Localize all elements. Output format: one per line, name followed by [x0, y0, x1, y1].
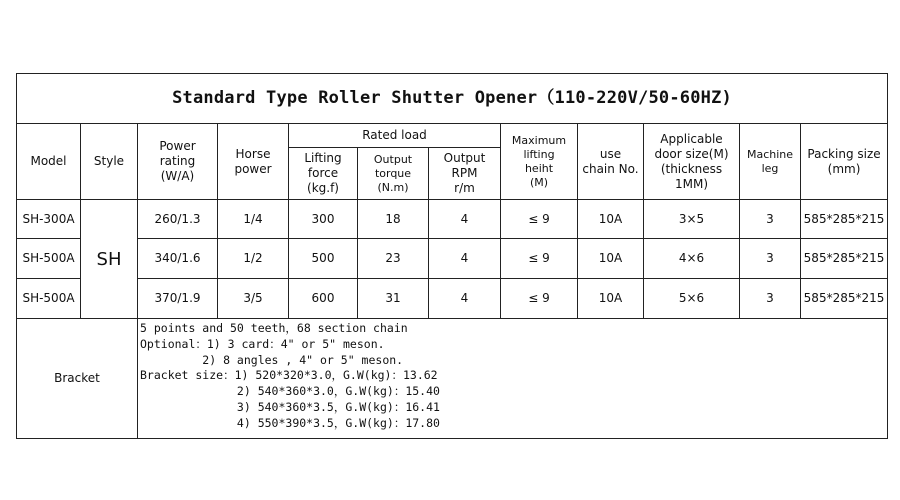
- cell-lift: 500: [289, 239, 358, 279]
- cell-chain: 10A: [578, 279, 644, 319]
- cell-height: ≤ 9: [501, 200, 578, 239]
- cell-leg: 3: [740, 200, 801, 239]
- header-packing-size-line1: Packing size: [807, 146, 881, 161]
- cell-packing: 585*285*215: [801, 239, 888, 279]
- header-output-torque-line1: Output torque: [373, 152, 413, 180]
- cell-packing: 585*285*215: [801, 200, 888, 239]
- header-max-lifting-line4: (M): [529, 175, 549, 189]
- cell-door: 3×5: [644, 200, 740, 239]
- cell-height: ≤ 9: [501, 239, 578, 279]
- bracket-note-line: Bracket size：1) 520*320*3.0，G.W(kg)：13.62: [140, 368, 438, 383]
- bracket-note-line: 3) 540*360*3.5，G.W(kg)：16.41: [140, 399, 440, 414]
- table-row: [17, 239, 888, 279]
- header-output-rpm-line1: Output RPM: [443, 151, 486, 180]
- header-door-size-line2: door size(M): [654, 146, 729, 161]
- header-use-chain-line1: use: [599, 146, 622, 161]
- header-packing-size-line2: (mm): [827, 161, 861, 176]
- cell-hp: 1/4: [218, 200, 289, 239]
- cell-door: 4×6: [644, 239, 740, 279]
- header-output-rpm: [429, 148, 501, 200]
- table-row: [17, 200, 888, 239]
- header-door-size-line3: (thickness 1MM): [660, 161, 723, 191]
- header-model: Model: [17, 124, 81, 200]
- header-door-size: [644, 124, 740, 200]
- cell-door: 5×6: [644, 279, 740, 319]
- cell-torque: 18: [358, 200, 429, 239]
- cell-model: SH-500A: [17, 239, 81, 279]
- cell-rpm: 4: [429, 200, 501, 239]
- bracket-notes: [138, 319, 888, 439]
- cell-power: 370/1.9: [138, 279, 218, 319]
- spec-table: [16, 73, 888, 439]
- page-title: Standard Type Roller Shutter Opener（110-220V/50-60HZ): [17, 74, 888, 124]
- cell-chain: 10A: [578, 200, 644, 239]
- cell-model: SH-300A: [17, 200, 81, 239]
- header-power-rating: [138, 124, 218, 200]
- cell-chain: 10A: [578, 239, 644, 279]
- cell-rpm: 4: [429, 239, 501, 279]
- header-power-rating-line1: Power rating: [159, 139, 196, 168]
- cell-leg: 3: [740, 239, 801, 279]
- header-lifting-force-line1: Lifting force: [304, 151, 342, 180]
- header-machine-leg: Machine leg: [740, 124, 801, 200]
- bracket-note-line: 4) 550*390*3.5，G.W(kg)：17.80: [140, 415, 440, 430]
- cell-power: 260/1.3: [138, 200, 218, 239]
- cell-height: ≤ 9: [501, 279, 578, 319]
- spec-sheet: [16, 73, 887, 439]
- cell-style: SH: [81, 200, 138, 319]
- header-max-lifting: [501, 124, 578, 200]
- cell-packing: 585*285*215: [801, 279, 888, 319]
- bracket-label: Bracket: [17, 319, 138, 439]
- cell-torque: 23: [358, 239, 429, 279]
- header-output-rpm-line2: r/m: [454, 181, 475, 195]
- bracket-note-line: 5 points and 50 teeth，68 section chain: [140, 321, 408, 335]
- header-packing-size: [801, 124, 888, 200]
- header-power-rating-line2: (W/A): [160, 169, 195, 183]
- header-lifting-force-line2: (kg.f): [307, 181, 339, 195]
- cell-power: 340/1.6: [138, 239, 218, 279]
- header-style: Style: [81, 124, 138, 200]
- header-max-lifting-line1: Maximum: [511, 133, 567, 147]
- cell-hp: 3/5: [218, 279, 289, 319]
- header-output-torque-line2: (N.m): [377, 180, 409, 194]
- cell-leg: 3: [740, 279, 801, 319]
- cell-hp: 1/2: [218, 239, 289, 279]
- bracket-row: [17, 319, 888, 439]
- cell-lift: 600: [289, 279, 358, 319]
- bracket-note-line: 2) 8 angles , 4" or 5" meson.: [140, 352, 404, 367]
- header-output-torque: [358, 148, 429, 200]
- header-lifting-force: [289, 148, 358, 200]
- bracket-note-line: Optional：1) 3 card：4" or 5" meson.: [140, 336, 385, 351]
- header-max-lifting-line3: heiht: [524, 161, 554, 175]
- cell-model: SH-500A: [17, 279, 81, 319]
- header-use-chain: [578, 124, 644, 200]
- cell-torque: 31: [358, 279, 429, 319]
- table-row: [17, 279, 888, 319]
- header-max-lifting-line2: lifting: [523, 147, 555, 161]
- header-door-size-line1: Applicable: [660, 131, 723, 146]
- header-rated-load: Rated load: [289, 124, 501, 148]
- cell-rpm: 4: [429, 279, 501, 319]
- header-use-chain-line2: chain No.: [582, 161, 639, 176]
- header-horse-power: Horse power: [218, 124, 289, 200]
- cell-lift: 300: [289, 200, 358, 239]
- bracket-note-line: 2) 540*360*3.0，G.W(kg)：15.40: [140, 384, 440, 399]
